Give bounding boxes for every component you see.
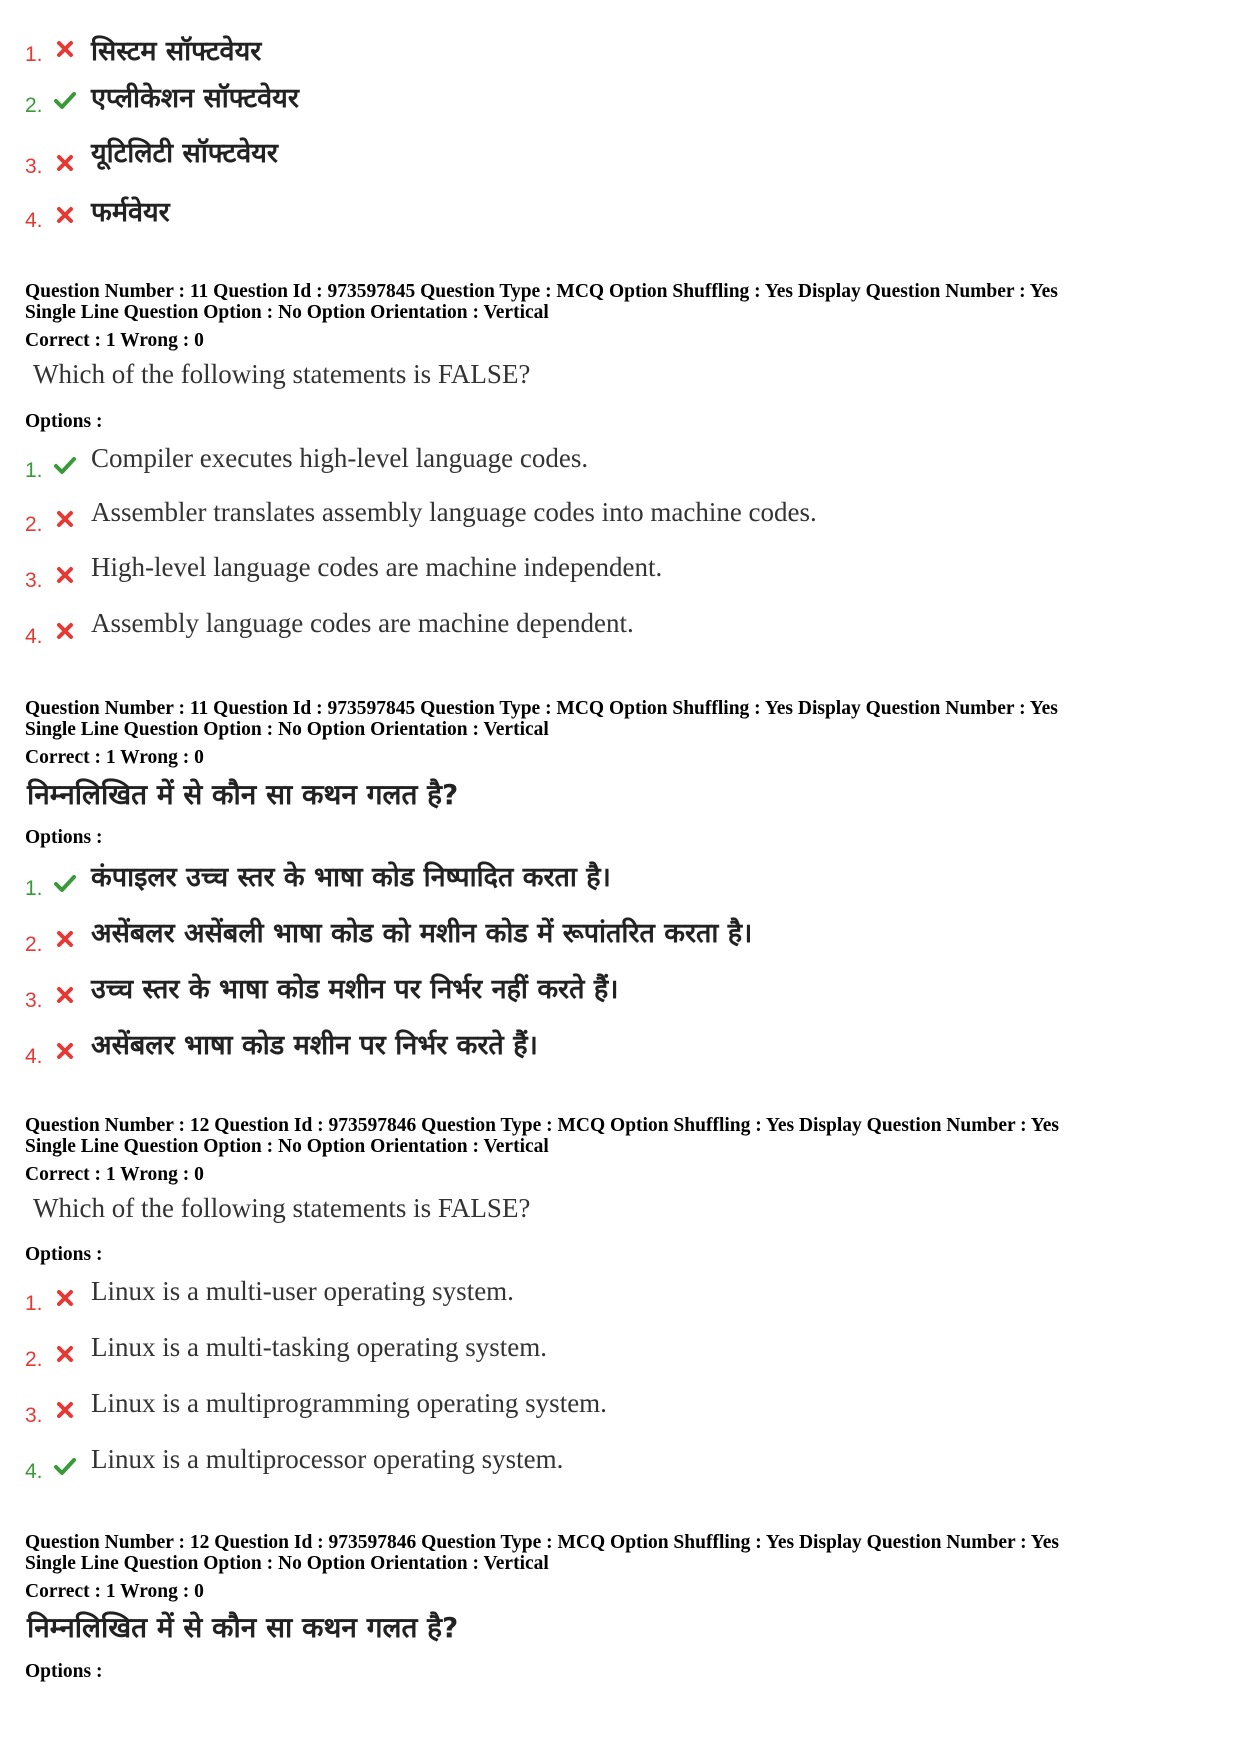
cross-icon — [53, 1039, 77, 1063]
option-number: 3. — [25, 1404, 43, 1427]
question-meta-2: Single Line Question Option : No Option Orientation : Vertical — [25, 302, 549, 323]
option-text: Linux is a multiprocessor operating system. — [91, 1444, 564, 1474]
option-number: 2. — [25, 513, 43, 536]
cross-icon — [53, 619, 77, 643]
question-meta-2: Single Line Question Option : No Option Orientation : Vertical — [25, 1136, 549, 1157]
option-number: 3. — [25, 569, 43, 592]
option-number: 4. — [25, 1045, 43, 1068]
cross-icon — [53, 37, 77, 61]
question-score: Correct : 1 Wrong : 0 — [25, 747, 204, 768]
cross-icon — [53, 203, 77, 227]
question-meta-2: Single Line Question Option : No Option Orientation : Vertical — [25, 1553, 549, 1574]
cross-icon — [53, 983, 77, 1007]
options-label: Options : — [25, 1661, 103, 1682]
cross-icon — [53, 151, 77, 175]
option-text: उच्च स्तर के भाषा कोड मशीन पर निर्भर नहीं करते हैं। — [91, 974, 619, 1005]
question-meta: Question Number : 11 Question Id : 973597845 Question Type : MCQ Option Shuffling : Yes Display Question Number : Yes — [25, 281, 1058, 302]
cross-icon — [53, 1398, 77, 1422]
option-text: Linux is a multi-user operating system. — [91, 1276, 514, 1306]
option-text: असेंबलर असेंबली भाषा कोड को मशीन कोड में रूपांतरित करता है। — [91, 918, 753, 949]
question-text: निम्नलिखित में से कौन सा कथन गलत है? — [27, 1611, 459, 1644]
check-icon — [53, 453, 77, 477]
option-number: 1. — [25, 459, 43, 482]
option-text: यूटिलिटी सॉफ्टवेयर — [91, 138, 278, 169]
question-score: Correct : 1 Wrong : 0 — [25, 1164, 204, 1185]
option-number: 2. — [25, 933, 43, 956]
option-text: फर्मवेयर — [91, 197, 170, 228]
option-number: 4. — [25, 1460, 43, 1483]
option-number: 1. — [25, 877, 43, 900]
question-text: Which of the following statements is FALSE? — [33, 359, 531, 389]
option-text: कंपाइलर उच्च स्तर के भाषा कोड निष्पादित करता है। — [91, 862, 611, 893]
check-icon — [53, 1454, 77, 1478]
option-number: 2. — [25, 94, 43, 117]
cross-icon — [53, 927, 77, 951]
options-label: Options : — [25, 1244, 103, 1265]
option-text: सिस्टम सॉफ्टवेयर — [91, 36, 262, 67]
cross-icon — [53, 1286, 77, 1310]
option-number: 3. — [25, 155, 43, 178]
question-meta-2: Single Line Question Option : No Option Orientation : Vertical — [25, 719, 549, 740]
option-number: 1. — [25, 1292, 43, 1315]
question-meta: Question Number : 12 Question Id : 973597846 Question Type : MCQ Option Shuffling : Yes Display Question Number : Yes — [25, 1532, 1059, 1553]
option-number: 1. — [25, 43, 43, 66]
question-text: Which of the following statements is FALSE? — [33, 1193, 531, 1223]
options-label: Options : — [25, 411, 103, 432]
option-number: 4. — [25, 209, 43, 232]
option-number: 3. — [25, 989, 43, 1012]
question-meta: Question Number : 12 Question Id : 973597846 Question Type : MCQ Option Shuffling : Yes Display Question Number : Yes — [25, 1115, 1059, 1136]
options-label: Options : — [25, 827, 103, 848]
check-icon — [53, 871, 77, 895]
option-number: 4. — [25, 625, 43, 648]
cross-icon — [53, 1342, 77, 1366]
option-text: Compiler executes high-level language codes. — [91, 443, 589, 473]
check-icon — [53, 88, 77, 112]
question-score: Correct : 1 Wrong : 0 — [25, 1581, 204, 1602]
question-text: निम्नलिखित में से कौन सा कथन गलत है? — [27, 778, 459, 811]
option-text: High-level language codes are machine independent. — [91, 552, 663, 582]
question-meta: Question Number : 11 Question Id : 973597845 Question Type : MCQ Option Shuffling : Yes Display Question Number : Yes — [25, 698, 1058, 719]
option-text: Assembler translates assembly language codes into machine codes. — [91, 497, 817, 527]
option-number: 2. — [25, 1348, 43, 1371]
option-text: Assembly language codes are machine dependent. — [91, 608, 634, 638]
option-text: एप्लीकेशन सॉफ्टवेयर — [91, 83, 299, 114]
option-text: Linux is a multi-tasking operating system. — [91, 1332, 547, 1362]
option-text: असेंबलर भाषा कोड मशीन पर निर्भर करते हैं। — [91, 1030, 538, 1061]
cross-icon — [53, 507, 77, 531]
cross-icon — [53, 563, 77, 587]
option-text: Linux is a multiprogramming operating system. — [91, 1388, 607, 1418]
question-score: Correct : 1 Wrong : 0 — [25, 330, 204, 351]
